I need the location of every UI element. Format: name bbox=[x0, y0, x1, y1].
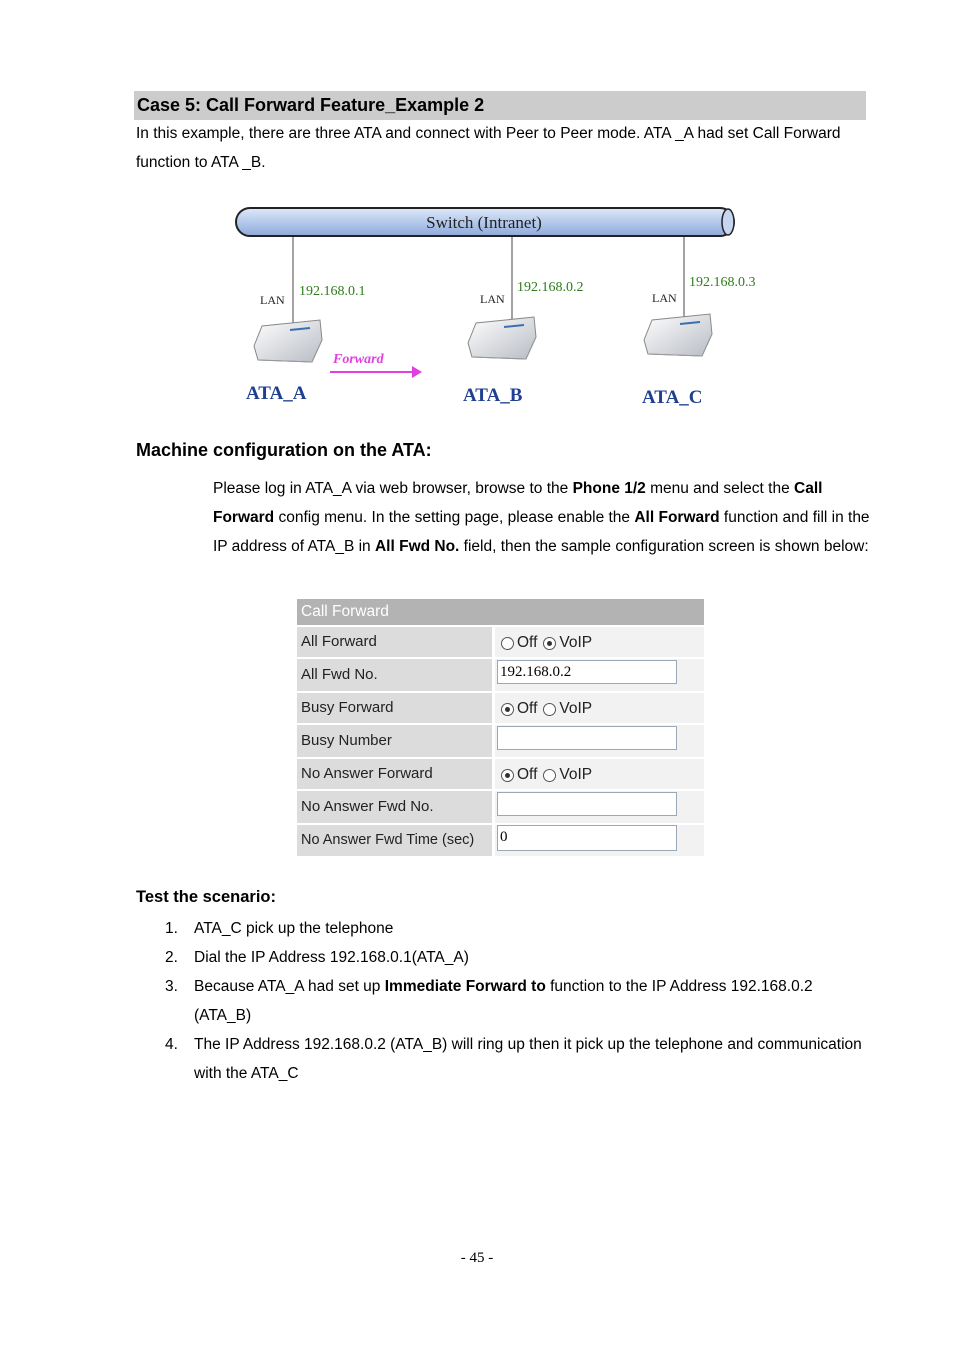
lan-label-b: LAN bbox=[480, 292, 505, 306]
lan-label-c: LAN bbox=[652, 291, 677, 305]
forward-label: Forward bbox=[333, 352, 384, 367]
no-answer-forward-row: No Answer Forward Off VoIP bbox=[297, 759, 704, 789]
no-answer-fwd-no-input[interactable] bbox=[497, 792, 677, 816]
busy-number-label: Busy Number bbox=[297, 725, 492, 757]
network-diagram bbox=[230, 200, 770, 415]
ip-label-b: 192.168.0.2 bbox=[517, 280, 584, 295]
test-step: 1. ATA_C pick up the telephone bbox=[165, 920, 394, 937]
busy-number-input[interactable] bbox=[497, 726, 677, 750]
no-answer-forward-off-radio[interactable] bbox=[501, 769, 514, 782]
all-forward-row: All Forward Off VoIP bbox=[297, 627, 704, 657]
busy-forward-label: Busy Forward bbox=[297, 693, 492, 723]
all-fwd-no-input[interactable]: 192.168.0.2 bbox=[497, 660, 677, 684]
busy-forward-off-radio[interactable] bbox=[501, 703, 514, 716]
ata-device-c-icon bbox=[644, 314, 712, 356]
no-answer-fwd-time-row bbox=[297, 825, 704, 856]
intro-paragraph: In this example, there are three ATA and connect with Peer to Peer mode. ATA _A had set Call Forward function to ATA _B. bbox=[136, 125, 841, 171]
call-forward-title: Call Forward bbox=[297, 599, 704, 625]
test-steps-list bbox=[136, 914, 866, 1088]
ip-label-a: 192.168.0.1 bbox=[299, 284, 366, 299]
busy-forward-row: Busy Forward Off VoIP bbox=[297, 693, 704, 723]
lan-label-a: LAN bbox=[260, 293, 285, 307]
switch-label: Switch (Intranet) bbox=[426, 213, 542, 232]
no-answer-forward-voip-radio[interactable] bbox=[543, 769, 556, 782]
no-answer-forward-label: No Answer Forward bbox=[297, 759, 492, 789]
test-step: 2. Dial the IP Address 192.168.0.1(ATA_A) bbox=[165, 949, 469, 966]
ata-name-c: ATA_C bbox=[642, 387, 703, 408]
all-forward-label: All Forward bbox=[297, 627, 492, 657]
no-answer-fwd-time-label: No Answer Fwd Time (sec) bbox=[297, 825, 492, 856]
all-forward-voip-radio[interactable] bbox=[543, 637, 556, 650]
no-answer-fwd-no-label: No Answer Fwd No. bbox=[297, 791, 492, 823]
test-scenario-heading: Test the scenario: bbox=[136, 888, 276, 906]
machine-config-paragraph: Please log in ATA_A via web browser, browse to the Phone 1/2 menu and select the Call Forward config menu. In the setting page, please enable the All Forward function and fill in the IP address of ATA_B in All Fwd No. field, then the sample configuration screen is shown below: bbox=[213, 480, 870, 555]
test-step: 4. The IP Address 192.168.0.2 (ATA_B) will ring up then it pick up the telephone and communication with the ATA_C bbox=[165, 1036, 862, 1082]
busy-number-row bbox=[297, 725, 704, 757]
test-step: 3. Because ATA_A had set up Immediate Forward to function to the IP Address 192.168.0.2 (ATA_B) bbox=[165, 978, 813, 1024]
ip-label-c: 192.168.0.3 bbox=[689, 275, 756, 290]
no-answer-fwd-no-row bbox=[297, 791, 704, 823]
busy-forward-voip-radio[interactable] bbox=[543, 703, 556, 716]
page-number: - 45 - bbox=[460, 1250, 494, 1266]
all-fwd-no-row bbox=[297, 659, 704, 691]
machine-config-heading: Machine configuration on the ATA: bbox=[136, 440, 432, 460]
ata-device-a-icon bbox=[254, 320, 322, 362]
ata-name-a: ATA_A bbox=[246, 383, 307, 404]
call-forward-panel bbox=[297, 599, 704, 856]
all-forward-off-radio[interactable] bbox=[501, 637, 514, 650]
ata-name-b: ATA_B bbox=[463, 385, 523, 406]
no-answer-fwd-time-input[interactable]: 0 bbox=[497, 825, 677, 851]
all-fwd-no-label: All Fwd No. bbox=[297, 659, 492, 691]
case-title: Case 5: Call Forward Feature_Example 2 bbox=[134, 91, 866, 120]
ata-device-b-icon bbox=[468, 317, 536, 359]
